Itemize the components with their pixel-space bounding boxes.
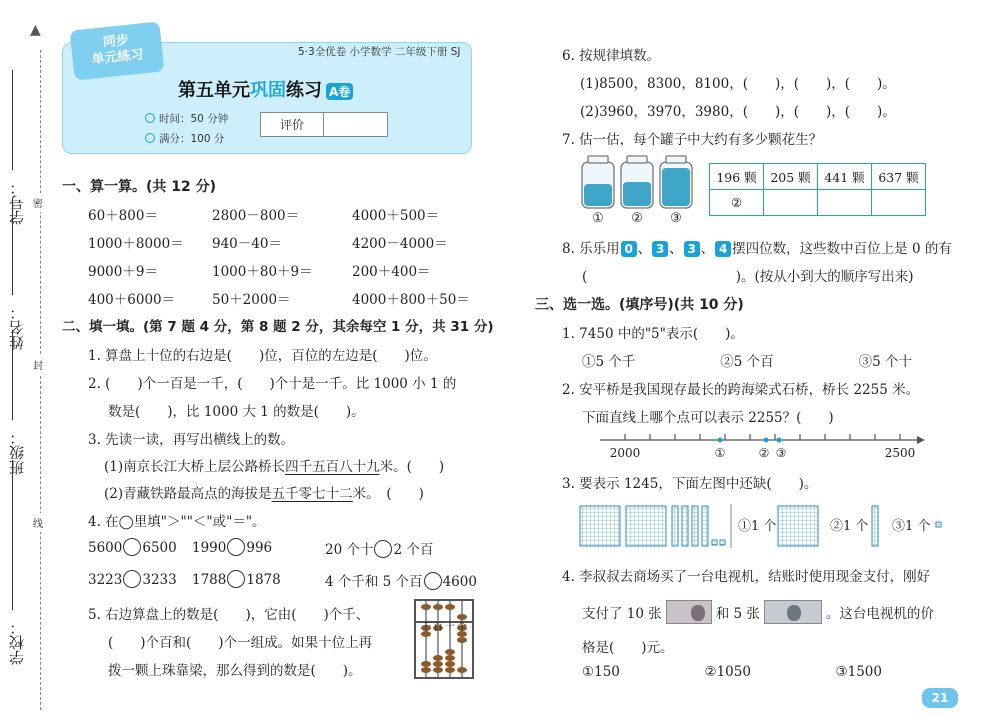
point-3-label: ③	[775, 446, 787, 460]
jar-label-1: ①	[592, 211, 604, 224]
section-1-title: 一、算一算。(共 12 分)	[62, 179, 217, 195]
q2-line2: 数是( )，比 1000 大 1 的数是( )。	[108, 404, 365, 420]
compare-circle[interactable]	[123, 570, 141, 588]
q5-line2: ( )个百和( )个一组成。如果十位上再	[108, 635, 373, 651]
student-id-label: 学号：	[8, 180, 26, 225]
line-end-label: 2500	[884, 446, 916, 460]
c4-line2: 支付了 10 张 和 5 张 。这台电视机的价	[582, 600, 934, 624]
compare-circle[interactable]	[424, 572, 442, 590]
q4: 4. 在◯里填"＞""＜"或"＝"。	[88, 514, 266, 530]
calc-item: 200＋400＝	[352, 264, 431, 280]
calc-item: 4000＋800＋50＝	[352, 292, 470, 308]
section-3-title: 三、选一选。(填序号)(共 10 分)	[535, 297, 744, 313]
q6-1: (1)8500，8300，8100，( )，( )，( )。	[580, 76, 896, 92]
seal-mi: 密	[33, 193, 43, 212]
score-info: 满分：100 分	[145, 131, 224, 146]
seal-feng: 封	[33, 355, 43, 374]
rocket-icon: ▲	[30, 22, 41, 38]
q7: 7. 估一估，每个罐子中大约有多少颗花生？	[562, 132, 823, 148]
peanut-jars-figure	[578, 152, 698, 224]
compare-item: 3223 3233	[88, 572, 177, 588]
calc-item: 60＋800＝	[88, 208, 158, 224]
calc-item: 4000＋500＝	[352, 208, 440, 224]
q6-2: (2)3960，3970，3980，( )，( )，( )。	[580, 104, 896, 120]
school-label: 学校：	[8, 620, 26, 665]
name-label: 姓名：	[8, 305, 26, 350]
q3-2: (2)青藏铁路最高点的海拔是五千零七十二米。 ( )	[104, 486, 424, 502]
c1-options: ①5 个千 ②5 个百 ③5 个十	[582, 354, 912, 370]
jar-label-2: ②	[631, 211, 643, 224]
q5-line3: 拨一颗上珠靠梁，那么得到的数是( )。	[108, 663, 362, 679]
c3: 3. 要表示 1245，下面左图中还缺( )。	[562, 476, 818, 492]
school-line	[12, 460, 13, 610]
q3-1: (1)南京长江大桥上层公路桥长四千五百八十九米。( )	[104, 459, 445, 475]
c4-line3: 格是( )元。	[582, 640, 674, 656]
class-line	[12, 330, 13, 420]
clock-icon	[145, 113, 155, 123]
q8-line1: 8. 乐乐用 0 、 3 、 3 、 4 摆四位数，这些数中百位上是 0 的有	[562, 241, 952, 257]
section-2-title: 二、填一填。(第 7 题 4 分，第 8 题 2 分，其余每空 1 分，共 31 分)	[62, 319, 494, 335]
check-icon	[145, 133, 155, 143]
point-1-label: ①	[714, 446, 726, 460]
calc-item: 400＋6000＝	[88, 292, 176, 308]
calc-item: 4200－4000＝	[352, 236, 448, 252]
q2-line1: 2. ( )个一百是一千，( )个十是一千。比 1000 小 1 的	[88, 376, 457, 392]
compare-item: 5600 6500	[88, 540, 177, 556]
q6: 6. 按规律填数。	[562, 48, 661, 64]
compare-circle[interactable]	[227, 570, 245, 588]
time-info: 时间：50 分钟	[145, 111, 228, 126]
abacus-label-hundreds: 百	[433, 622, 443, 633]
compare-item: 1990 996	[192, 540, 273, 556]
q5-line1: 5. 右边算盘上的数是( )，它由( )个千、	[88, 607, 370, 623]
base-ten-blocks-figure	[578, 500, 948, 552]
class-label: 班级：	[8, 430, 26, 475]
point-2-label: ②	[758, 446, 770, 460]
badge-a: A卷	[326, 83, 353, 100]
c2-line2: 下面直线上哪个点可以表示 2255？( )	[582, 410, 834, 426]
page-title: 第五单元巩固练习 A卷	[178, 76, 353, 102]
banknote-100-image	[666, 600, 712, 624]
c3-option-1: ①1 个	[738, 519, 777, 534]
q1: 1. 算盘上十位的右边是( )位，百位的左边是( )位。	[88, 348, 437, 364]
calc-item: 1000＋8000＝	[88, 236, 184, 252]
name-line	[12, 200, 13, 295]
series-info: 5·3全优卷 小学数学 二年级下册 SJ	[298, 46, 461, 58]
abacus-label-ones: 个	[457, 622, 467, 633]
abacus-label-thousands: 千	[421, 622, 431, 633]
c2-line1: 2. 安平桥是我国现存最长的跨海梁式石桥，桥长 2255 米。	[562, 382, 920, 398]
jar-label-3: ③	[670, 211, 682, 224]
q3: 3. 先读一读，再写出横线上的数。	[88, 432, 295, 448]
c3-option-2: ②1 个	[830, 519, 869, 534]
compare-item: 1788 1878	[192, 572, 281, 588]
calc-item: 940－40＝	[212, 236, 282, 252]
calc-item: 50＋2000＝	[212, 292, 291, 308]
c4-line1: 4. 李叔叔去商场买了一台电视机，结账时使用现金支付，刚好	[562, 569, 931, 585]
number-line	[595, 428, 925, 464]
compare-circle[interactable]	[374, 540, 392, 558]
line-start-label: 2000	[609, 446, 641, 460]
binding-line	[40, 50, 41, 710]
calc-item: 1000＋80＋9＝	[212, 264, 313, 280]
q8-line2: ( )。(按从小到大的顺序写出来)	[582, 269, 914, 285]
peanut-table: 196 颗 205 颗 441 颗 637 颗 ②	[709, 163, 926, 216]
calc-item: 9000＋9＝	[88, 264, 158, 280]
page-number: 21	[922, 688, 958, 708]
compare-item: 4 个千和 5 个百 4600	[325, 574, 477, 590]
compare-circle[interactable]	[123, 538, 141, 556]
calc-item: 2800－800＝	[212, 208, 300, 224]
c4-options: ①150 ②1050 ③1500	[582, 664, 882, 680]
abacus-figure	[413, 598, 475, 680]
banknote-10-image	[764, 600, 822, 624]
abacus-label-tens: 十	[445, 622, 455, 633]
eval-box[interactable]: 评价	[260, 112, 388, 137]
student-id-line	[12, 70, 13, 170]
unit-tag: 同步 单元练习	[70, 21, 165, 80]
seal-xian: 线	[33, 513, 43, 532]
compare-item: 20 个十 2 个百	[325, 542, 434, 558]
c3-option-3: ③1 个	[892, 519, 931, 534]
c1: 1. 7450 中的"5"表示( )。	[562, 326, 744, 342]
compare-circle[interactable]	[227, 538, 245, 556]
